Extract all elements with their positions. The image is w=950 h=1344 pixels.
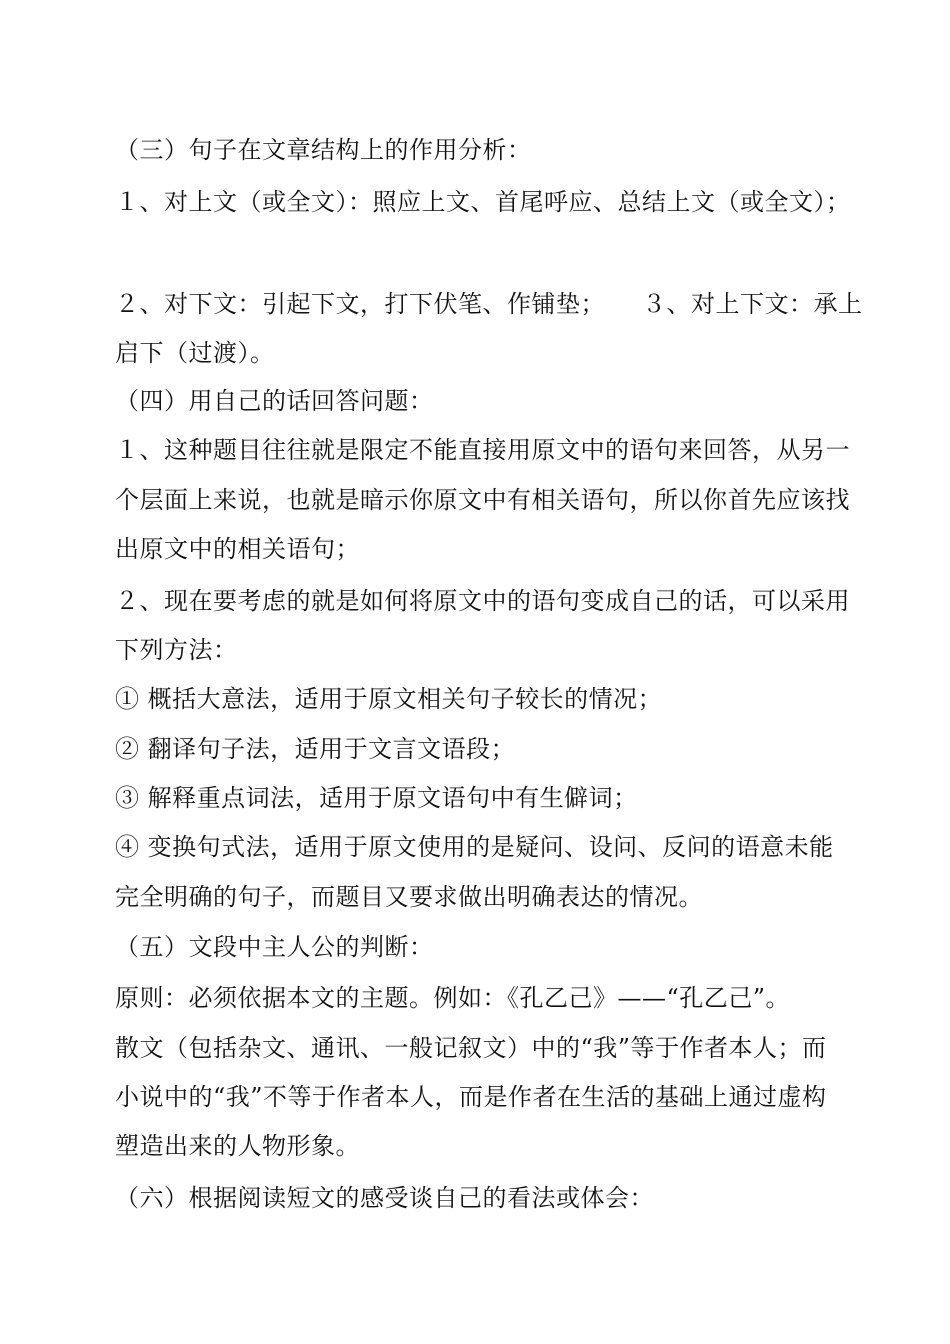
list-item-1: ① 概括大意法，适用于原文相关句子较长的情况； — [115, 685, 663, 713]
list-item-4: ④ 变换句式法，适用于原文使用的是疑问、设问、反问的语意未能 — [115, 833, 834, 861]
text-line: 原则：必须依据本文的主题。例如：《孔乙己》——“孔乙己”。 — [115, 984, 791, 1012]
text-line: 启下（过渡）。 — [115, 339, 275, 367]
section-heading-5: （五）文段中主人公的判断： — [115, 933, 434, 961]
text-line: 小说中的“我”不等于作者本人，而是作者在生活的基础上通过虚构 — [115, 1083, 827, 1111]
text-line: １、这种题目往往就是限定不能直接用原文中的语句来回答，从另一 — [115, 436, 850, 464]
text-line: 完全明确的句子，而题目又要求做出明确表达的情况。 — [115, 883, 703, 911]
text-line: 下列方法： — [115, 636, 238, 664]
text-line: 塑造出来的人物形象。 — [115, 1132, 360, 1160]
list-item-3: ③ 解释重点词法，适用于原文语句中有生僻词； — [115, 784, 638, 812]
text-line: ２、现在要考虑的就是如何将原文中的语句变成自己的话，可以采用 — [115, 587, 850, 615]
text-line: １、对上文（或全文）：照应上文、首尾呼应、总结上文（或全文）； — [115, 188, 851, 216]
text-line: ２、对下文：引起下文，打下伏笔、作铺垫； ３、对上下文：承上 — [115, 290, 863, 318]
text-line: 出原文中的相关语句； — [115, 535, 360, 563]
section-heading-4: （四）用自己的话回答问题： — [115, 387, 434, 415]
text-line: 个层面上来说，也就是暗示你原文中有相关语句，所以你首先应该找 — [115, 486, 850, 514]
list-item-2: ② 翻译句子法，适用于文言文语段； — [115, 735, 516, 763]
text-line: 散文（包括杂文、通讯、一般记叙文）中的“我”等于作者本人；而 — [115, 1034, 827, 1062]
section-heading-3: （三）句子在文章结构上的作用分析： — [115, 136, 532, 164]
section-heading-6: （六）根据阅读短文的感受谈自己的看法或体会： — [115, 1184, 654, 1212]
